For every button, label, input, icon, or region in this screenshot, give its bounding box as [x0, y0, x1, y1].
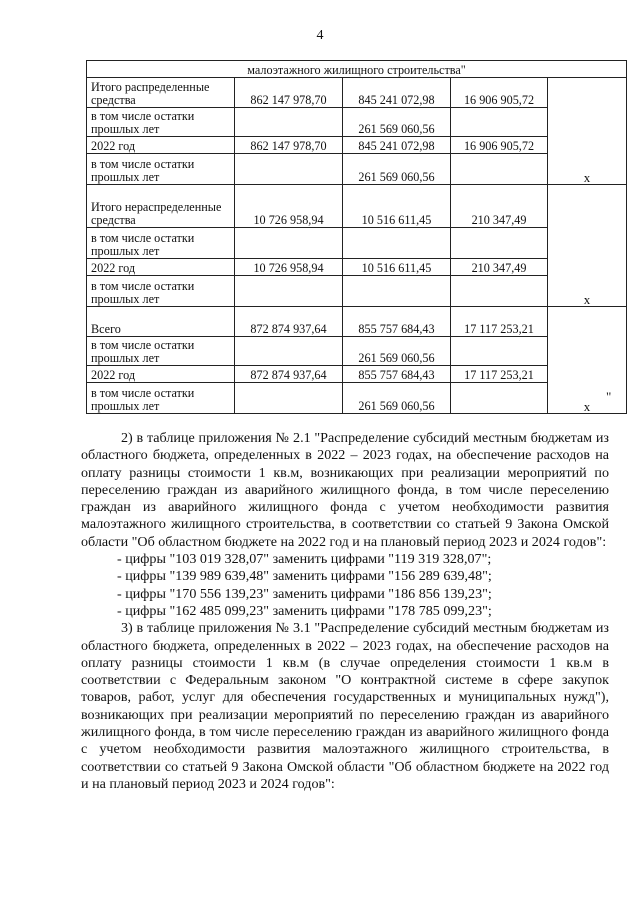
- amount-total: 10 726 958,94: [235, 185, 343, 228]
- amount-part-2: [451, 228, 548, 259]
- replacement-line: - цифры "170 556 139,23" заменить цифрами "186 856 139,23";: [117, 585, 492, 602]
- x-mark: x: [548, 78, 627, 185]
- table-header-continuation: малоэтажного жилищного строительства": [87, 61, 627, 78]
- document-body: [81, 430, 609, 793]
- amount-part-2: [451, 154, 548, 185]
- budget-table: [86, 60, 627, 414]
- table-row: [87, 259, 627, 276]
- amount-part-1: 855 757 684,43: [343, 366, 451, 383]
- table-row: [87, 307, 627, 337]
- x-mark: x: [548, 307, 627, 414]
- amount-total: [235, 228, 343, 259]
- table-row: [87, 185, 627, 228]
- amount-part-1: 845 241 072,98: [343, 78, 451, 108]
- table-row: [87, 137, 627, 154]
- amount-part-1: 10 516 611,45: [343, 259, 451, 276]
- row-label: в том числе остатки прошлых лет: [87, 108, 235, 137]
- amount-part-1: 855 757 684,43: [343, 307, 451, 337]
- amount-total: 872 874 937,64: [235, 307, 343, 337]
- amount-total: [235, 383, 343, 414]
- amount-part-1: 261 569 060,56: [343, 337, 451, 366]
- amount-total: [235, 154, 343, 185]
- table-row: [87, 383, 627, 414]
- amount-part-2: 210 347,49: [451, 185, 548, 228]
- replacement-line: - цифры "162 485 099,23" заменить цифрами "178 785 099,23";: [117, 602, 492, 619]
- paragraph-item-3: 3) в таблице приложения № 3.1 "Распределение субсидий местным бюджетам из областного бюджета, определенных в 2022 – 2023 годах, на обеспечение расходов на оплату разницы стоимости 1 кв.м (в случае определения стоимости 1 кв.м в соответствии с Федеральным законом "О контрактной системе в сфере закупок товаров, работ, услуг для обеспечения государственных и муниципальных нужд"), возникающих при реализации мероприятий по переселению граждан из аварийного жилищного фонда, в том числе переселению граждан из аварийного жилищного фонда с учетом необходимости развития малоэтажного жилищного строительства, в соответствии со статьей 9 Закона Омской области "Об областном бюджете на 2022 год и на плановый период 2023 и 2024 годов":: [81, 620, 609, 792]
- amount-total: [235, 108, 343, 137]
- amount-total: [235, 276, 343, 307]
- table-row: [87, 366, 627, 383]
- page-number: 4: [316, 28, 324, 43]
- replacement-line: - цифры "103 019 328,07" заменить цифрами "119 319 328,07";: [117, 551, 492, 568]
- amount-part-2: 17 117 253,21: [451, 307, 548, 337]
- x-mark: x: [548, 185, 627, 307]
- table-row: [87, 108, 627, 137]
- amount-part-2: 17 117 253,21: [451, 366, 548, 383]
- row-label: в том числе остатки прошлых лет: [87, 154, 235, 185]
- row-label: 2022 год: [87, 259, 235, 276]
- row-label: 2022 год: [87, 137, 235, 154]
- table-row: [87, 276, 627, 307]
- amount-part-1: 845 241 072,98: [343, 137, 451, 154]
- amount-part-2: [451, 337, 548, 366]
- table-row: [87, 228, 627, 259]
- closing-quote: ": [606, 389, 612, 404]
- amount-total: 10 726 958,94: [235, 259, 343, 276]
- replacement-line: - цифры "139 989 639,48" заменить цифрами "156 289 639,48";: [117, 568, 492, 585]
- amount-total: 862 147 978,70: [235, 78, 343, 108]
- amount-part-1: 10 516 611,45: [343, 185, 451, 228]
- row-label: в том числе остатки прошлых лет: [87, 228, 235, 259]
- amount-part-1: [343, 228, 451, 259]
- row-label: Итого нераспределенные средства: [87, 185, 235, 228]
- row-label: в том числе остатки прошлых лет: [87, 276, 235, 307]
- row-label: в том числе остатки прошлых лет: [87, 337, 235, 366]
- amount-total: [235, 337, 343, 366]
- paragraph-item-2: 2) в таблице приложения № 2.1 "Распределение субсидий местным бюджетам из областного бюджета, определенных в 2022 – 2023 годах, на обеспечение расходов на оплату разницы стоимости 1 кв.м, возникающих при реализации мероприятий по переселению граждан из аварийного жилищного фонда, в том числе переселению граждан из аварийного жилищного фонда с учетом необходимости развития малоэтажного жилищного строительства, в соответствии со статьей 9 Закона Омской области "Об областном бюджете на 2022 год и на плановый период 2023 и 2024 годов":: [81, 430, 609, 550]
- amount-part-2: [451, 108, 548, 137]
- row-label: в том числе остатки прошлых лет: [87, 383, 235, 414]
- row-label: 2022 год: [87, 366, 235, 383]
- table-row: [87, 78, 627, 108]
- amount-part-2: [451, 383, 548, 414]
- amount-total: 872 874 937,64: [235, 366, 343, 383]
- row-label: Всего: [87, 307, 235, 337]
- table-row: [87, 337, 627, 366]
- amount-part-2: 210 347,49: [451, 259, 548, 276]
- amount-part-2: 16 906 905,72: [451, 78, 548, 108]
- row-label: Итого распределенные средства: [87, 78, 235, 108]
- amount-part-2: [451, 276, 548, 307]
- amount-part-2: 16 906 905,72: [451, 137, 548, 154]
- amount-part-1: [343, 276, 451, 307]
- amount-part-1: 261 569 060,56: [343, 154, 451, 185]
- amount-total: 862 147 978,70: [235, 137, 343, 154]
- amount-part-1: 261 569 060,56: [343, 383, 451, 414]
- table-row: [87, 154, 627, 185]
- amount-part-1: 261 569 060,56: [343, 108, 451, 137]
